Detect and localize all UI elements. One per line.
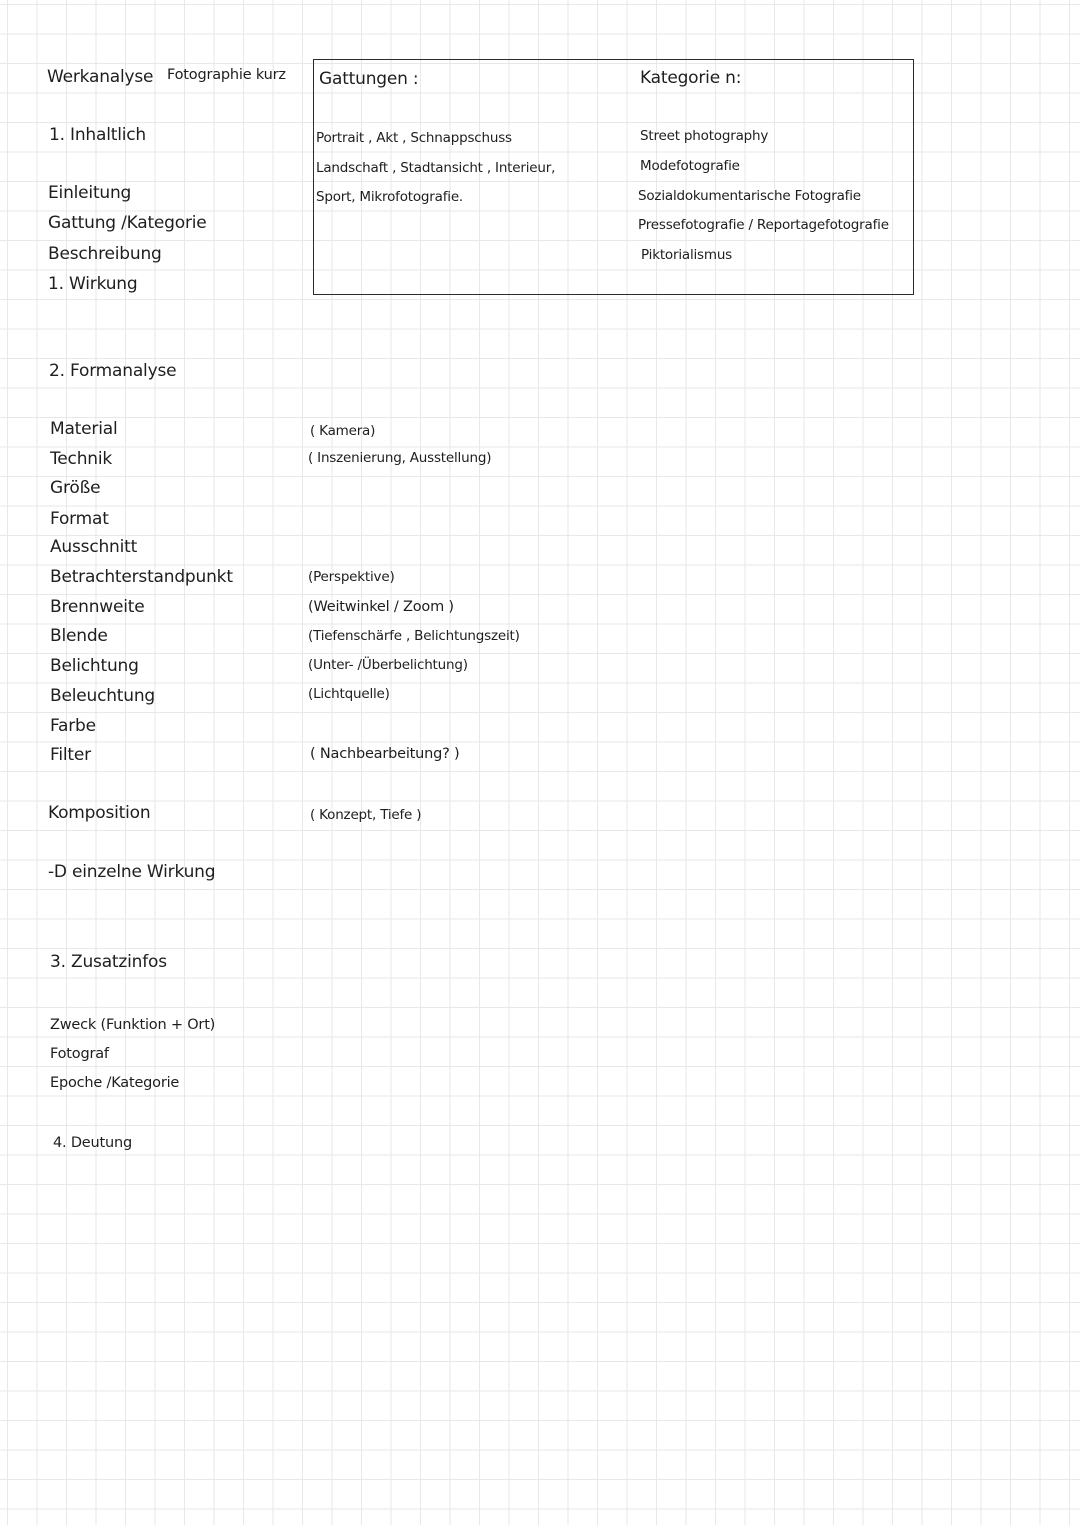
kategorien-line: Pressefotografie / Reportagefotografie <box>638 217 889 233</box>
list-item: Zweck (Funktion + Ort) <box>50 1017 216 1033</box>
note: (Lichtquelle) <box>308 686 390 702</box>
page-title: Werkanalyse <box>47 67 154 87</box>
note: ( Nachbearbeitung? ) <box>310 746 460 762</box>
list-item: Filter <box>50 745 91 765</box>
note: ( Inszenierung, Ausstellung) <box>308 450 492 466</box>
list-item: Brennweite <box>50 597 145 617</box>
kategorien-line: Sozialdokumentarische Fotografie <box>638 188 861 204</box>
list-item: Betrachterstandpunkt <box>50 567 233 587</box>
komposition-note: ( Konzept, Tiefe ) <box>310 807 422 823</box>
gattungen-line: Portrait , Akt , Schnappschuss <box>316 130 512 146</box>
section-4-heading: 4. Deutung <box>53 1135 132 1151</box>
list-item: Belichtung <box>50 656 139 676</box>
list-item: Größe <box>50 478 101 498</box>
genre-category-box <box>313 59 914 295</box>
list-item: Farbe <box>50 716 96 736</box>
note: (Unter- /Überbelichtung) <box>308 657 468 673</box>
list-item: Beschreibung <box>48 244 162 264</box>
list-item: Beleuchtung <box>50 686 156 706</box>
gattungen-line: Landschaft , Stadtansicht , Interieur, <box>316 160 556 176</box>
section-1-heading: 1. Inhaltlich <box>49 125 146 145</box>
note: (Perspektive) <box>308 569 395 585</box>
list-item: Gattung /Kategorie <box>48 213 207 233</box>
komposition-label: Komposition <box>48 803 151 823</box>
list-item: Epoche /Kategorie <box>50 1075 180 1091</box>
list-item: Technik <box>50 449 113 469</box>
list-item: Material <box>50 419 118 439</box>
section-3-heading: 3. Zusatzinfos <box>50 952 167 972</box>
note: (Tiefenschärfe , Belichtungszeit) <box>308 628 520 644</box>
list-item: Einleitung <box>48 183 132 203</box>
kategorien-line: Modefotografie <box>640 158 740 174</box>
list-item: Format <box>50 509 109 529</box>
list-item: Blende <box>50 626 108 646</box>
note: (Weitwinkel / Zoom ) <box>308 599 454 615</box>
list-item: Ausschnitt <box>50 537 138 557</box>
page-subtitle: Fotographie kurz <box>167 67 286 83</box>
gattungen-line: Sport, Mikrofotografie. <box>316 189 464 205</box>
wirkung-label: -D einzelne Wirkung <box>48 862 216 882</box>
section-2-heading: 2. Formanalyse <box>49 361 177 381</box>
kategorien-title: Kategorie n: <box>640 68 742 88</box>
kategorien-line: Piktorialismus <box>641 247 733 263</box>
list-item: 1. Wirkung <box>48 274 138 294</box>
kategorien-line: Street photography <box>640 128 769 144</box>
gattungen-title: Gattungen : <box>319 69 419 89</box>
list-item: Fotograf <box>50 1046 109 1062</box>
note: ( Kamera) <box>310 423 376 439</box>
